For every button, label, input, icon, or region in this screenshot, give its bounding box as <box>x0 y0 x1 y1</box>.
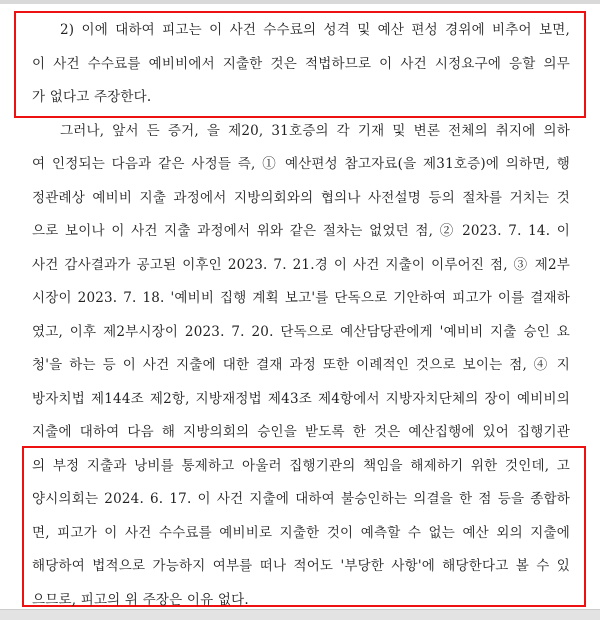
text-line: 으므로, 피고의 위 주장은 이유 없다. <box>32 591 249 608</box>
text-line: 사건 감사결과가 공고된 이후인 2023. 7. 21.경 이 사건 지출이 이루어진 점, ③ 제2부 <box>32 256 570 273</box>
text-line: 가 없다고 주장한다. <box>32 89 152 105</box>
top-bar <box>0 0 600 4</box>
text-line: 였고, 이후 제2부시장이 2023. 7. 20. 단독으로 예산담당관에게 '예비비 지출 승인 요 <box>32 323 570 340</box>
text-line: 정관례상 예비비 지출 과정에서 지방의회와의 협의나 사전설명 등의 절차를 거치는 것 <box>32 189 570 206</box>
text-line: 시장이 2023. 7. 18. '예비비 집행 계획 보고'를 단독으로 기안하여 피고가 이를 결재하 <box>32 290 570 306</box>
text-line: 면, 피고가 이 사건 수수료를 예비비로 지출한 것이 예측할 수 없는 예산 외의 지출에 <box>32 524 570 541</box>
text-line: 청'을 하는 등 이 사건 지출에 대한 결재 과정 또한 이례적인 것으로 보이는 점, ④ 지 <box>32 357 570 373</box>
text-line: 방자치법 제144조 제2항, 지방재정법 제43조 제4항에서 지방자치단체의 장이 예비비의 <box>32 390 570 407</box>
text-line: 그러나, 앞서 든 증거, 을 제20, 31호증의 각 기재 및 변론 전체의 취지에 의하 <box>60 122 570 139</box>
text-line: 이 사건 수수료를 예비비에서 지출한 것은 적법하므로 이 사건 시정요구에 응할 의무 <box>32 55 570 72</box>
text-line: 2) 이에 대하여 피고는 이 사건 수수료의 성격 및 예산 편성 경위에 비추어 보면, <box>60 22 570 38</box>
text-line: 지출에 대하여 다음 해 지방의회의 승인을 받도록 한 것은 예산집행에 있어 집행기관 <box>32 424 570 440</box>
text-line: 으로 보이나 이 사건 지출 과정에서 위와 같은 절차는 없었던 점, ② 2023. 7. 14. 이 <box>32 223 570 239</box>
text-line: 여 인정되는 다음과 같은 사정들 즉, ① 예산편성 참고자료(을 제31호증)에 의하면, 행 <box>32 156 570 172</box>
text-line: 해당하여 법적으로 가능하지 여부를 떠나 적어도 '부당한 사항'에 해당한다고 볼 수 있 <box>32 558 570 574</box>
text-line: 양시의회는 2024. 6. 17. 이 사건 지출에 대하여 불승인하는 의결을 한 점 등을 종합하 <box>32 491 570 507</box>
bottom-bar <box>0 609 600 620</box>
text-line: 의 부정 지출과 낭비를 통제하고 아울러 집행기관의 책임을 해제하기 위한 것인데, 고 <box>32 457 570 474</box>
